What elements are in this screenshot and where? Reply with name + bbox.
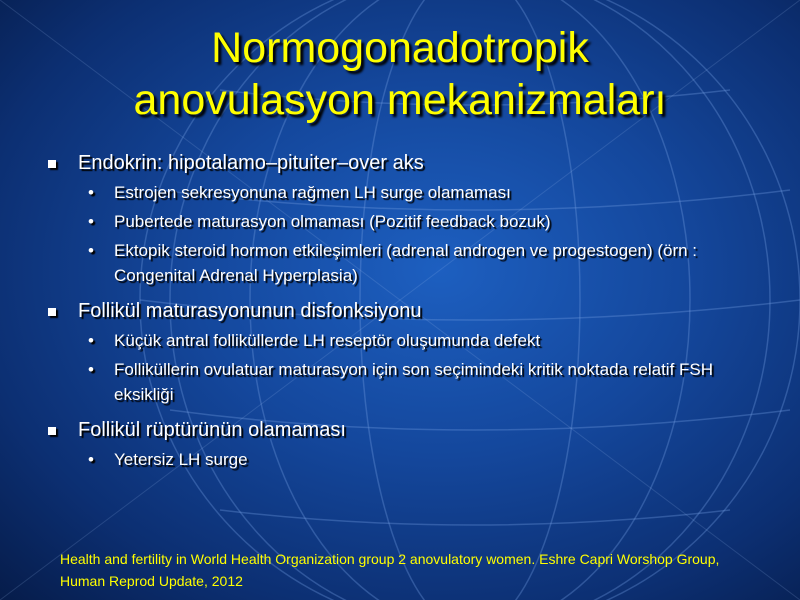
section-heading-endocrine: Endokrin: hipotalamo–pituiter–over aks bbox=[48, 150, 768, 176]
square-bullet-icon bbox=[48, 160, 56, 168]
list-item: • Küçük antral folliküllerde LH reseptör oluşumunda defekt bbox=[48, 328, 768, 353]
square-bullet-icon bbox=[48, 308, 56, 316]
title-line-2: anovulasyon mekanizmaları bbox=[133, 76, 667, 124]
dot-bullet-icon: • bbox=[88, 450, 94, 469]
dot-bullet-icon: • bbox=[88, 212, 94, 231]
square-bullet-icon bbox=[48, 427, 56, 435]
citation-line-1: Health and fertility in World Health Organization group 2 anovulatory women. Eshre Capri Worshop Group, bbox=[60, 551, 720, 567]
citation-reference bbox=[60, 548, 780, 592]
dot-bullet-icon: • bbox=[88, 183, 94, 202]
slide-title bbox=[0, 22, 800, 126]
section-heading-follicle-maturation: Follikül maturasyonunun disfonksiyonu bbox=[48, 298, 768, 324]
list-item: • Yetersiz LH surge bbox=[48, 447, 768, 472]
dot-bullet-icon: • bbox=[88, 360, 94, 379]
title-line-1: Normogonadotropik bbox=[211, 24, 589, 72]
citation-line-2: Human Reprod Update, 2012 bbox=[60, 573, 243, 589]
dot-bullet-icon: • bbox=[88, 331, 94, 350]
list-item: • Folliküllerin ovulatuar maturasyon için son seçimindeki kritik noktada relatif FSH eksikliği bbox=[48, 357, 768, 407]
list-item: • Ektopik steroid hormon etkileşimleri (adrenal androgen ve progestogen) (örn : Congenital Adrenal Hyperplasia) bbox=[48, 238, 768, 288]
slide-body bbox=[48, 146, 768, 472]
list-item: • Estrojen sekresyonuna rağmen LH surge olamaması bbox=[48, 180, 768, 205]
list-item: • Pubertede maturasyon olmaması (Pozitif feedback bozuk) bbox=[48, 209, 768, 234]
section-heading-follicle-rupture: Follikül rüptürünün olamaması bbox=[48, 417, 768, 443]
dot-bullet-icon: • bbox=[88, 241, 94, 260]
